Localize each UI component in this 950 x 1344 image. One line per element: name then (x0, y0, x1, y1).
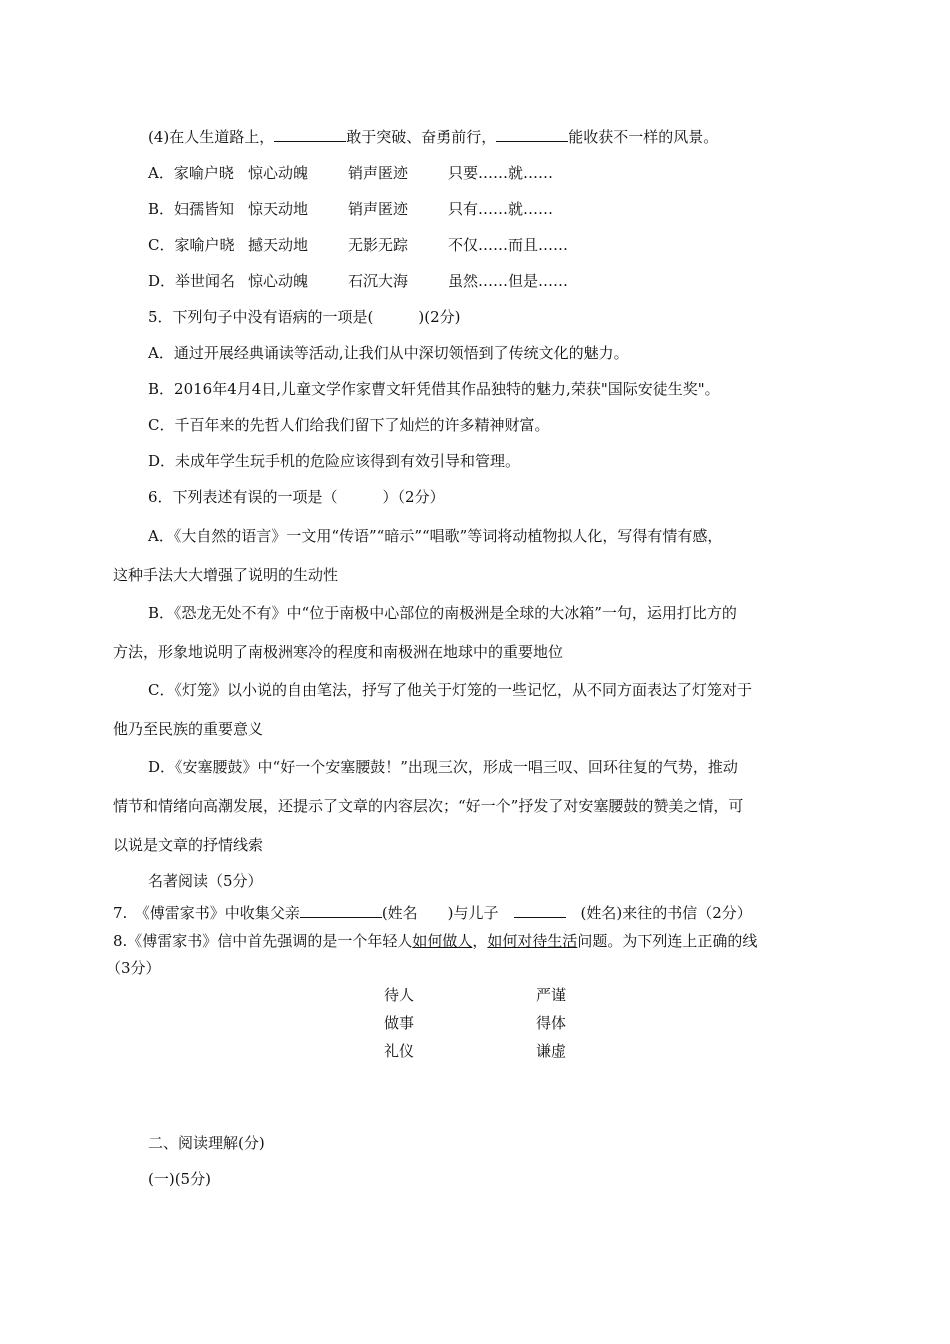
q5-option-d: D．未成年学生玩手机的危险应该得到有效引导和管理。 (148, 452, 521, 470)
q6-option-d-line2 (113, 796, 743, 816)
section2-heading: 二、阅读理解(分) (148, 1134, 265, 1152)
option-label: B．妇孺皆知 (148, 200, 235, 218)
q4-blank-1[interactable] (274, 127, 346, 142)
q4-stem-part1: (4)在人生道路上， (148, 128, 275, 146)
match-right-3[interactable]: 谦虚 (536, 1042, 567, 1060)
q6-option-a-line1: A．《大自然的语言》一文用“传语”“暗示”“唱歌”等词将动植物拟人化，写得有情有感， (148, 527, 723, 545)
q6-option-b-line2: 方法，形象地说明了南极洲寒冷的程度和南极洲在地球中的重要地位 (113, 643, 564, 661)
q4-blank-2[interactable] (496, 127, 568, 142)
mingzhu-heading: 名著阅读（5分） (148, 872, 263, 890)
option-word: 不仅……而且…… (448, 236, 569, 254)
q4-stem-part2: 敢于突破、奋勇前行， (346, 128, 497, 146)
q7-stem (113, 903, 752, 923)
option-word: 无影无踪 (348, 236, 409, 254)
q7-blank-son[interactable] (514, 903, 566, 918)
q7-part2: (姓名 )与儿子 (381, 904, 514, 922)
match-right-2[interactable]: 得体 (536, 1014, 567, 1032)
option-label: D．举世闻名 (148, 272, 236, 290)
q6-option-c-line2: 他乃至民族的重要意义 (113, 720, 264, 738)
q8-underline-1: 如何做人 (412, 932, 473, 950)
option-word: 石沉大海 (348, 272, 409, 290)
match-left-2[interactable]: 做事 (384, 1014, 415, 1032)
option-word: 惊心动魄 (248, 164, 309, 182)
q5-stem: 5．下列句子中没有语病的一项是( )(2分) (148, 308, 461, 326)
q8-part1: 8.《傅雷家书》信中首先强调的是一个年轻人 (113, 932, 413, 950)
q6-option-c-line1: C．《灯笼》以小说的自由笔法，抒写了他关于灯笼的一些记忆，从不同方面表达了灯笼对于 (148, 681, 752, 699)
option-word: 销声匿迹 (348, 200, 409, 218)
option-label: C．家喻户晓 (148, 236, 235, 254)
option-word: 惊天动地 (248, 200, 309, 218)
option-word: 销声匿迹 (348, 164, 409, 182)
q4-option-a (148, 163, 553, 183)
part1-heading: (一)(5分) (148, 1170, 211, 1188)
q8-sep: ， (472, 932, 488, 950)
q8-underline-2: 如何对待生活 (487, 932, 578, 950)
option-word: 只要……就…… (448, 164, 554, 182)
q6-stem: 6．下列表述有误的一项是（ ）（2分） (148, 488, 445, 506)
option-label: A．家喻户晓 (148, 164, 234, 182)
q5-option-c: C．千百年来的先哲人们给我们留下了灿烂的许多精神财富。 (148, 416, 550, 434)
match-left-3[interactable]: 礼仪 (384, 1042, 415, 1060)
q5-option-a: A．通过开展经典诵读等活动,让我们从中深切领悟到了传统文化的魅力。 (148, 344, 629, 362)
option-word: 只有……就…… (448, 200, 554, 218)
q6-option-d-line2-part1: 情节和情绪向高潮发展，还提示了文章的内容层次；“好一个”抒发 (113, 797, 549, 815)
q7-part3: (姓名)来往的书信（2分） (565, 904, 752, 922)
q5-option-b: B．2016年4月4日,儿童文学作家曹文轩凭借其作品独特的魅力,荣获"国际安徒生奖"。 (148, 380, 720, 398)
q6-option-d-line1: D．《安塞腰鼓》中“好一个安塞腰鼓！”出现三次，形成一唱三叹、回环往复的气势，推动 (148, 758, 738, 776)
q8-score: （3分） (106, 959, 161, 977)
q6-option-d-line2-part2: 了对安塞腰鼓的赞美之情，可 (548, 797, 744, 815)
option-word: 虽然……但是…… (448, 272, 569, 290)
q8-stem (113, 931, 757, 951)
q7-blank-father[interactable] (300, 903, 382, 918)
q4-stem-part3: 能收获不一样的风景。 (568, 128, 719, 146)
q4-stem (148, 127, 718, 147)
q4-option-c (148, 235, 568, 255)
option-word: 撼天动地 (248, 236, 309, 254)
q6-option-d-line3: 以说是文章的抒情线索 (113, 836, 264, 854)
q6-option-b-line1: B．《恐龙无处不有》中“位于南极中心部位的南极洲是全球的大冰箱”一句，运用打比方的 (148, 604, 737, 622)
q7-part1: 7. 《傅雷家书》中收集父亲 (113, 904, 300, 922)
option-word: 惊心动魄 (248, 272, 309, 290)
q8-part2: 问题。为下列连上正确的线 (577, 932, 758, 950)
match-left-1[interactable]: 待人 (384, 986, 415, 1004)
q4-option-b (148, 199, 553, 219)
match-right-1[interactable]: 严谨 (536, 986, 567, 1004)
q6-option-a-line2: 这种手法大大增强了说明的生动性 (113, 566, 339, 584)
q4-option-d (148, 271, 568, 291)
